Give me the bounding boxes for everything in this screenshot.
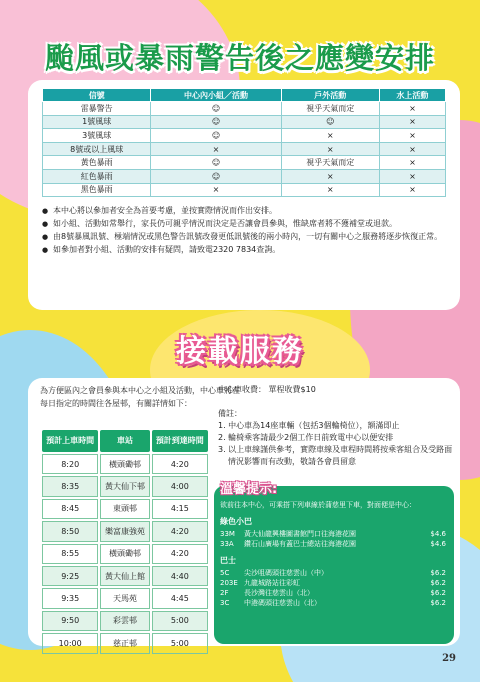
table-cell: × (379, 115, 445, 129)
table-cell: 黃色暴雨 (43, 156, 151, 170)
table-cell: ☺ (151, 129, 281, 143)
bus-label: 巴士 (220, 556, 236, 565)
list-item (220, 578, 446, 588)
table-cell: 視乎天氣而定 (281, 102, 379, 116)
bus-route: 3C (220, 599, 230, 607)
table-cell: × (379, 169, 445, 183)
list-item (220, 529, 446, 539)
table-cell: 8:55 (42, 544, 98, 564)
list-item (220, 598, 446, 608)
table-header: 信號 (43, 89, 151, 102)
table-cell: × (379, 156, 445, 170)
table-cell: ☺ (151, 156, 281, 170)
table-cell: 10:00 (42, 633, 98, 653)
table-cell: 黃大仙上館 (100, 566, 149, 586)
bus-desc: 中港碼頭往慈雲山（北） (244, 599, 321, 607)
table-cell: 橫頭磡邨 (100, 454, 149, 474)
table-cell: 8:50 (42, 521, 98, 541)
table-header: 水上活動 (379, 89, 445, 102)
table-header: 戶外活動 (281, 89, 379, 102)
memo-item: 1. 中心車為14座車輛（包括3個輪椅位），額滿即止 (218, 421, 400, 430)
table-cell: 4:20 (152, 454, 208, 474)
table-cell: × (151, 142, 281, 156)
notes-list (42, 205, 446, 256)
table-row (42, 499, 208, 519)
table-row (43, 169, 446, 183)
bus-route: 33M (220, 530, 235, 538)
tips-intro: 欲前往本中心，可乘搭下列車線於蒲慈里下車，對面便是中心： (220, 501, 416, 509)
bus-desc: 長沙灣往慈雲山（北） (244, 589, 314, 597)
table-cell: × (281, 142, 379, 156)
bus-route: 33A (220, 540, 234, 548)
table-cell: 彩雲邨 (100, 611, 149, 631)
table-row (42, 476, 208, 496)
table-cell: × (281, 183, 379, 197)
table-row (43, 115, 446, 129)
table-cell: 4:40 (152, 566, 208, 586)
table-header: 預計上車時間 (42, 430, 98, 452)
bus-route: 203E (220, 579, 238, 587)
transport-card (28, 378, 460, 646)
table-cell: 4:20 (152, 521, 208, 541)
bus-desc: 尖沙咀碼頭往慈雲山（中） (244, 569, 328, 577)
table-cell: ☺ (151, 102, 281, 116)
memo-item: 3. 以上車線謹供參考，實際車線及車程時間將按乘客組合及受路面情況影響而有改動，敬請各會員留意 (218, 445, 453, 466)
table-cell: 8:35 (42, 476, 98, 496)
table-row (43, 129, 446, 143)
table-row (42, 633, 208, 653)
table-header: 中心內小組／活動 (151, 89, 281, 102)
table-cell: 視乎天氣而定 (281, 156, 379, 170)
bus-price: $6.2 (430, 589, 446, 597)
memo-label: 備註： (218, 409, 242, 418)
bus-route: 2F (220, 589, 229, 597)
route-table (40, 428, 210, 656)
table-cell: × (379, 183, 445, 197)
memo-item: 2. 輪椅乘客請最少2個工作日前致電中心以便安排 (218, 433, 394, 442)
table-cell: ☺ (151, 115, 281, 129)
table-cell: 9:35 (42, 588, 98, 608)
table-cell: 紅色暴雨 (43, 169, 151, 183)
table-cell: 雷暴警告 (43, 102, 151, 116)
page-title: 颱風或暴雨警告後之應變安排 (44, 41, 435, 75)
bus-desc: 黃大仙龍興樓圖書館門口往海港花園 (244, 530, 356, 538)
table-cell: 9:25 (42, 566, 98, 586)
table-row (43, 183, 446, 197)
intro-text: 為方便區內之會員參與本中心之小組及活動，中心車將在每日指定的時間往各屋邨，有關詳情如下： (40, 386, 240, 408)
memo (218, 408, 453, 468)
bus-price: $6.2 (430, 579, 446, 587)
table-cell: 4:20 (152, 544, 208, 564)
table-cell: × (379, 102, 445, 116)
bus-desc: 鑽石山廣場有蓋巴士總站往海港花園 (244, 540, 356, 548)
table-header: 車站 (100, 430, 149, 452)
table-row (43, 102, 446, 116)
table-cell: 4:45 (152, 588, 208, 608)
table-cell: 3號風球 (43, 129, 151, 143)
table-cell: 慈正邨 (100, 633, 149, 653)
table-cell: 8:45 (42, 499, 98, 519)
table-cell: 黃大仙下邨 (100, 476, 149, 496)
table-row (42, 521, 208, 541)
table-cell: ☺ (151, 169, 281, 183)
table-cell: × (281, 169, 379, 183)
bus-price: $6.2 (430, 599, 446, 607)
table-row (42, 611, 208, 631)
tips-title: 溫馨提示: (220, 482, 278, 497)
table-cell: 東頭邨 (100, 499, 149, 519)
weather-card (28, 80, 460, 310)
table-cell: 4:15 (152, 499, 208, 519)
fee-text: 中心車收費： 單程收費$10 (218, 385, 316, 394)
table-cell: × (379, 129, 445, 143)
table-row (43, 156, 446, 170)
list-item: ● 由8號暴風訊號、極端情況或黑色警告訊號改發更低訊號後的兩小時內，一切有關中心之服務將逐步恢復正常。 (42, 231, 446, 243)
table-cell: 8號或以上風球 (43, 142, 151, 156)
page-number: 29 (442, 653, 456, 664)
table-cell: 8:20 (42, 454, 98, 474)
table-cell: 4:00 (152, 476, 208, 496)
list-item: ● 如小組、活動如常舉行，家長仍可親乎情況而決定是否讓會員參與，惟缺席者將不獲補堂或退款。 (42, 218, 446, 230)
table-row (42, 588, 208, 608)
table-cell: ☺ (281, 115, 379, 129)
service-heading: 接載服務 (176, 334, 304, 369)
list-item: ● 本中心將以參加者安全為首要考慮，並按實際情況而作出安排。 (42, 205, 446, 217)
table-row (42, 454, 208, 474)
bus-desc: 九龍城路站往彩虹 (244, 579, 300, 587)
table-cell: 9:50 (42, 611, 98, 631)
table-cell: 5:00 (152, 633, 208, 653)
table-cell: 黑色暴雨 (43, 183, 151, 197)
list-item (220, 588, 446, 598)
minibus-label: 綠色小巴 (220, 517, 252, 526)
table-cell: 橫頭磡邨 (100, 544, 149, 564)
table-row (42, 544, 208, 564)
table-cell: × (281, 129, 379, 143)
table-cell: 樂富康強苑 (100, 521, 149, 541)
table-header: 預計到達時間 (152, 430, 208, 452)
bus-price: $6.2 (430, 569, 446, 577)
list-item: ● 如參加者對小組、活動的安排有疑問，請致電2320 7834查詢。 (42, 244, 446, 256)
table-row (42, 566, 208, 586)
table-row (43, 142, 446, 156)
table-cell: × (151, 183, 281, 197)
bus-route: 5C (220, 569, 230, 577)
list-item (220, 568, 446, 578)
tips-box (214, 482, 454, 644)
table-cell: 1號風球 (43, 115, 151, 129)
list-item (220, 539, 446, 549)
bus-price: $4.6 (430, 540, 446, 548)
weather-table (42, 88, 446, 197)
bus-price: $4.6 (430, 530, 446, 538)
table-cell: 5:00 (152, 611, 208, 631)
table-cell: 天馬苑 (100, 588, 149, 608)
table-cell: × (379, 142, 445, 156)
